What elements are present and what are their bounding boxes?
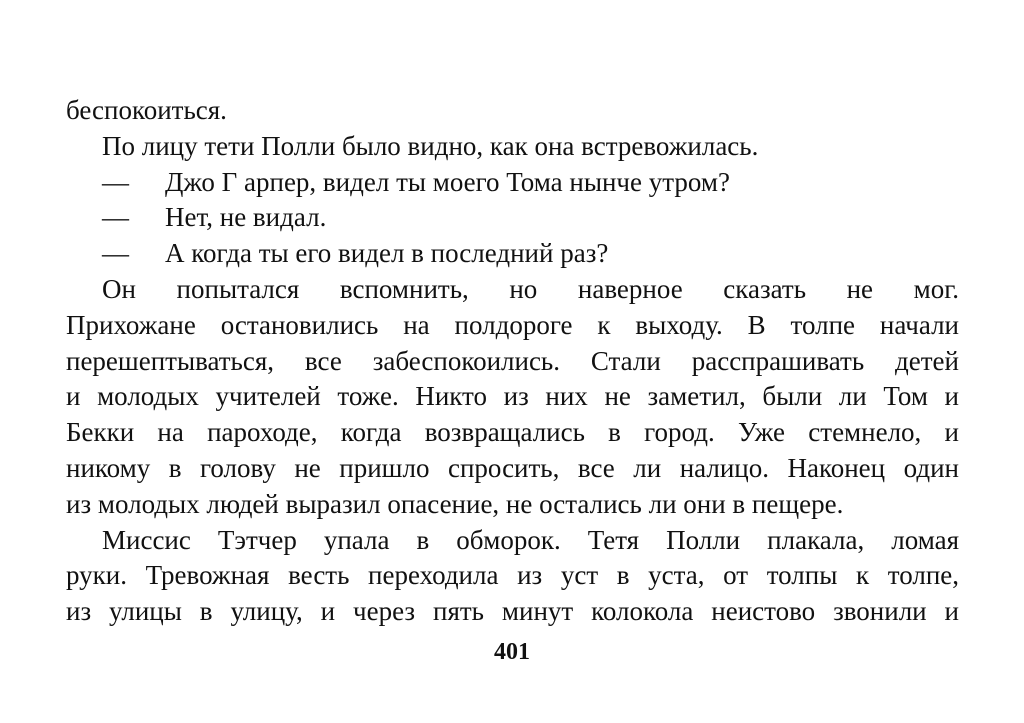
text-line: из улицы в улицу, и через пять минут колокола неистово звонили и — [66, 596, 959, 627]
text-line: Миссис Тэтчер упала в обморок. Тетя Полли плакала, ломая — [102, 524, 959, 555]
text-line: беспокоиться. — [66, 95, 227, 125]
dialogue-line — [66, 236, 959, 272]
em-dash: — — [102, 238, 129, 269]
dialogue-text: Джо Г арпер, видел ты моего Тома нынче утром? — [165, 166, 730, 197]
text-line: и молодых учителей тоже. Никто из них не заметил, были ли Том и — [66, 381, 959, 412]
dialogue-text: Нет, не видал. — [165, 202, 327, 233]
dialogue-line — [66, 165, 959, 201]
em-dash: — — [102, 166, 129, 197]
text-line: По лицу тети Полли было видно, как она встревожилась. — [102, 130, 759, 161]
text-line: из молодых людей выразил опасение, не остались ли они в пещере. — [66, 488, 844, 519]
text-line: Бекки на пароходе, когда возвращались в город. Уже стемнело, и — [66, 417, 959, 448]
text-line: перешептываться, все забеспокоились. Стали расспрашивать детей — [66, 345, 959, 376]
page-number: 401 — [494, 639, 530, 665]
text-line: Он попытался вспомнить, но наверное сказать не мог. — [102, 273, 959, 304]
document-page — [66, 93, 959, 630]
dialogue-text: А когда ты его видел в последний раз? — [165, 238, 609, 269]
text-line: Прихожане остановились на полдороге к выходу. В толпе начали — [66, 309, 959, 340]
em-dash: — — [102, 202, 129, 233]
dialogue-line — [66, 200, 959, 236]
text-line: руки. Тревожная весть переходила из уст в уста, от толпы к толпе, — [66, 560, 959, 591]
text-line: никому в голову не пришло спросить, все ли налицо. Наконец один — [66, 452, 959, 483]
